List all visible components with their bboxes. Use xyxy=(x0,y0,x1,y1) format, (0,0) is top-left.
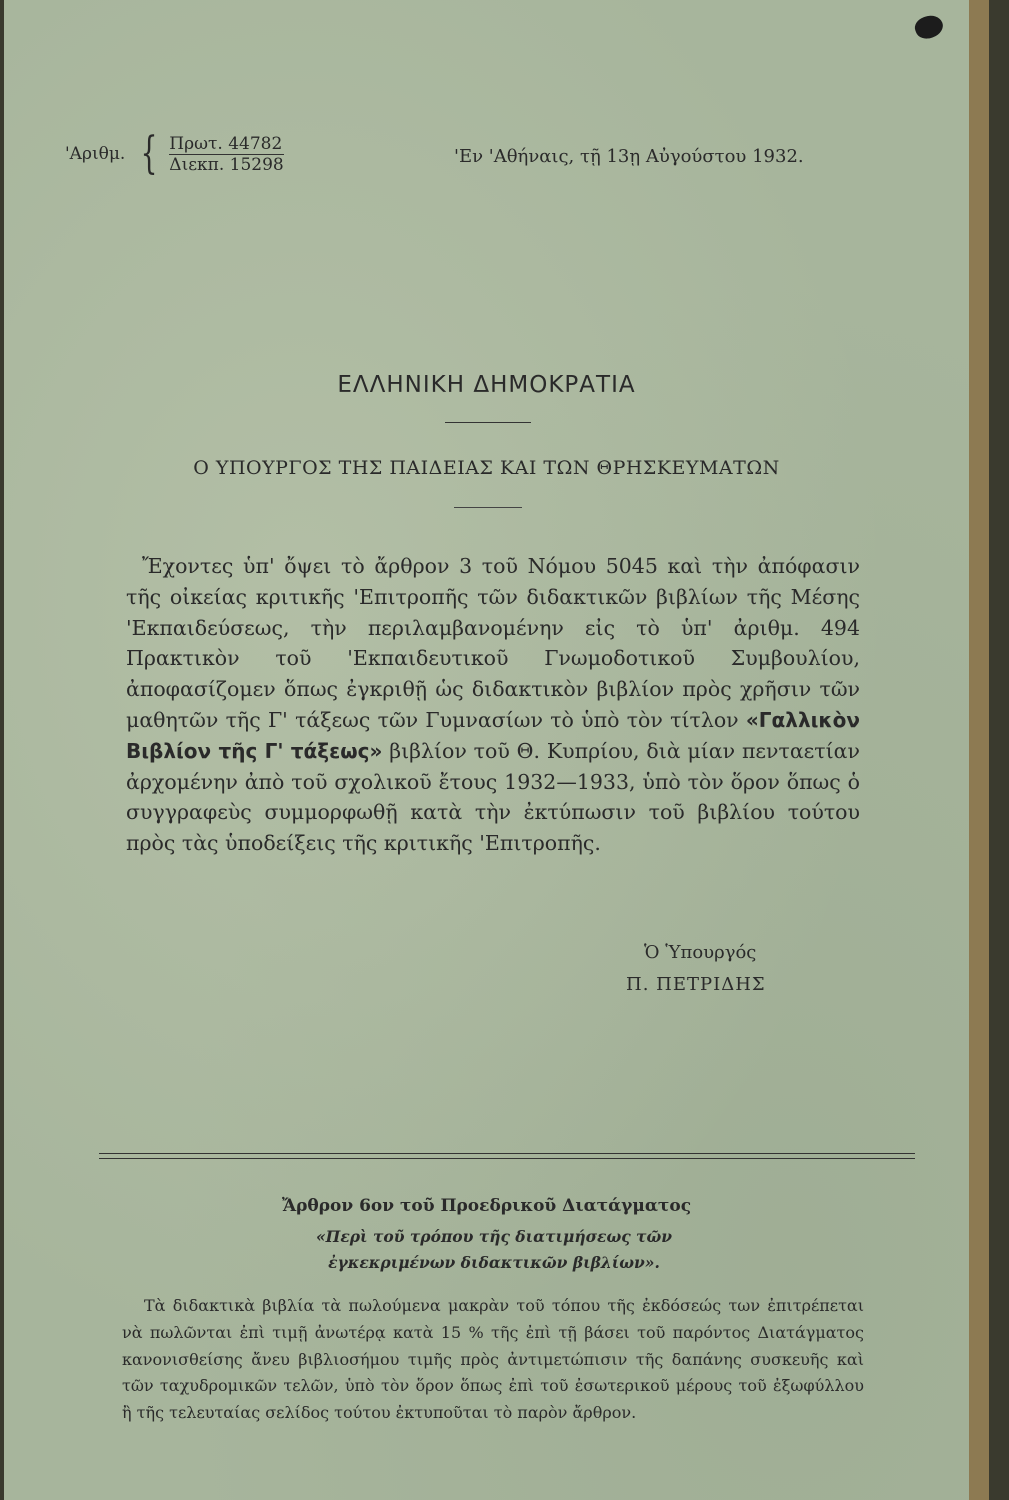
signature-role: Ὁ Ὑπουργός xyxy=(644,942,757,963)
article-body: Τὰ διδακτικὰ βιβλία τὰ πωλούμενα μακρὰν τοῦ τόπου τῆς ἐκδόσεώς των ἐπιτρέπεται νὰ πωλῶνται ἐπὶ τιμῇ ἀνωτέρᾳ κατὰ 15 % τῆς ἐπὶ τῇ βάσει τοῦ παρόντος Διατάγματος κανονισθείσης ἄνευ βιβλιοσήμου τιμῆς πρὸς ἀντιμετώπισιν τῆς δαπάνης συσκευῆς καὶ τῶν ταχυδρομικῶν τελῶν, ὑπὸ τὸν ὅρον ὅπως ἐπὶ τοῦ ἐσωτερικοῦ μέρους τοῦ ἐξωφύλλου ἢ τῆς τελευταίας σελίδος τούτου ἐκτυποῦται τὸ παρὸν ἄρθρον. xyxy=(122,1296,864,1423)
decision-text-after: βιβλίον τοῦ Θ. Κυπρίου, διὰ μίαν πενταετίαν ἀρχομένην ἀπὸ τοῦ σχολικοῦ ἔτους 1932—1933, ὑπὸ τὸν ὅρον ὅπως ὁ συγγραφεὺς συμμορφωθῇ κατὰ τὴν ἐκτύπωσιν τοῦ βιβλίου τούτου πρὸς τὰς ὑποδείξεις τῆς κριτικῆς 'Επιτροπῆς. xyxy=(126,738,860,856)
ref-numbers xyxy=(169,134,283,175)
book-spine-edge xyxy=(969,0,989,1500)
heading-divider xyxy=(445,422,531,423)
decision-paragraph xyxy=(126,551,860,859)
heading-divider-short xyxy=(454,507,522,508)
signature-name: Π. ΠΕΤΡΙΔΗΣ xyxy=(626,974,766,995)
ref-dispatch-number: Διεκπ. 15298 xyxy=(169,154,284,175)
date-line: 'Εν 'Αθήναις, τῇ 13ῃ Αὐγούστου 1932. xyxy=(454,146,804,167)
ref-label: 'Αριθμ. xyxy=(65,144,126,164)
book-title: «Γαλλικὸν Βιβλίον τῆς Γ' τάξεως» xyxy=(126,707,860,763)
document-page xyxy=(4,0,989,1500)
article-subtitle: «Περὶ τοῦ τρόπου τῆς διατιμήσεως τῶν ἐγκεκριμένων διδακτικῶν βιβλίων». xyxy=(315,1227,672,1272)
curly-brace-icon: { xyxy=(140,128,158,179)
section-double-rule xyxy=(99,1153,915,1159)
ref-protocol-number: Πρωτ. 44782 xyxy=(169,133,283,154)
article-title: Ἄρθρον 6ον τοῦ Προεδρικοῦ Διατάγματος xyxy=(281,1196,692,1216)
ink-blot-mark xyxy=(912,12,946,42)
minister-heading: Ο ΥΠΟΥΡΓΟΣ ΤΗΣ ΠΑΙΔΕΙΑΣ ΚΑΙ ΤΩΝ ΘΡΗΣΚΕΥΜΑΤΩΝ xyxy=(193,457,780,479)
decision-text-before: Ἔχοντες ὑπ' ὄψει τὸ ἄρθρον 3 τοῦ Νόμου 5045 καὶ τὴν ἀπόφασιν τῆς οἰκείας κριτικῆς 'Επιτροπῆς τῶν διδακτικῶν βιβλίων τῆς Μέσης 'Εκπαιδεύσεως, τὴν περιλαμβανομένην εἰς τὸ ὑπ' ἀριθμ. 494 Πρακτικὸν τοῦ 'Εκπαιδευτικοῦ Γνωμοδοτικοῦ Συμβουλίου, ἀποφασίζομεν ὅπως ἐγκριθῇ ὡς διδακτικὸν βιβλίον πρὸς χρῆσιν τῶν μαθητῶν τῆς Γ' τάξεως τῶν Γυμνασίων τὸ ὑπὸ τὸν τίτλον xyxy=(126,554,860,732)
reference-number-block xyxy=(65,128,284,179)
republic-heading: ΕΛΛΗΝΙΚΗ ΔΗΜΟΚΡΑΤΙΑ xyxy=(337,372,636,398)
